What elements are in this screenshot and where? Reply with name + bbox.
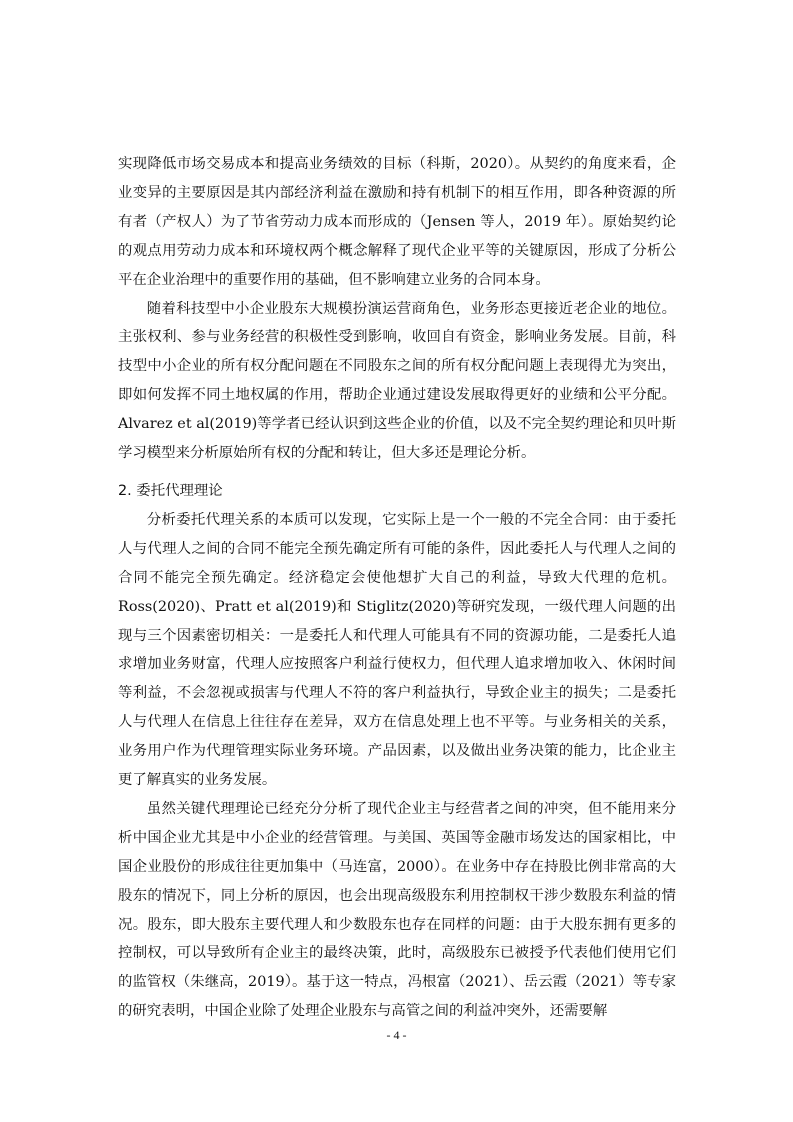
paragraph-china-enterprises: 虽然关键代理理论已经充分分析了现代企业主与经营者之间的冲突，但不能用来分析中国企业尤其是中小企业的经营管理。与美国、英国等金融市场发达的国家相比，中国企业股份的形成往往更加集中（马连富，2000）。在业务中存在持股比例非常高的大股东的情况下，同上分析的原因，也会出现高级股东利用控制权干涉少数股东利益的情况。股东，即大股东主要代理人和少数股东也存在同样的问题：由于大股东拥有更多的控制权，可以导致所有企业主的最终决策，此时，高级股东已被授予代表他们使用它们的监管权（朱继高，2019）。基于这一特点，冯根富（2021）、岳云霞（2021）等专家的研究表明，中国企业除了处理企业股东与高管之间的利益冲突外，还需要解 [118,800,676,1020]
paragraph-principal-agent: 分析委托代理关系的本质可以发现，它实际上是一个一般的不完全合同：由于委托人与代理人之间的合同不能完全预先确定所有可能的条件，因此委托人与代理人之间的合同不能完全预先确定。经济稳定会使他想扩大自己的利益，导致大代理的危机。Ross(2020)、Pratt et al(2019)和 Stiglitz(2020)等研究发现，一级代理人问题的出现与三个因素密切相关：一是委托人和代理人可能具有不同的资源功能，二是委托人追求增加业务财富，代理人应按照客户利益行使权力，但代理人追求增加收入、休闲时间等利益，不会忽视或损害与代理人不符的客户利益执行，导致企业主的损失；二是委托人与代理人在信息上往往存在差异，双方在信息处理上也不平等。与业务相关的关系，业务用户作为代理管理实际业务环境。产品因素，以及做出业务决策的能力，比企业主更了解真实的业务发展。 [118,511,676,789]
paragraph-ownership-distribution: 随着科技型中小企业股东大规模扮演运营商角色，业务形态更接近老企业的地位。主张权利、参与业务经营的积极性受到影响，收回自有资金，影响业务发展。目前，科技型中小企业的所有权分配问题在不同股东之间的所有权分配问题上表现得尤为突出，即如何发挥不同土地权属的作用，帮助企业通过建设发展取得更好的业绩和公平分配。Alvarez et al(2019)等学者已经认识到这些企业的价值，以及不完全契约理论和贝叶斯学习模型来分析原始所有权的分配和转让，但大多还是理论分析。 [118,300,676,462]
page-number: - 4 - [386,1028,407,1042]
document-body [118,150,676,1026]
paragraph-contract-theory: 实现降低市场交易成本和提高业务绩效的目标（科斯，2020）。从契约的角度来看，企业变异的主要原因是其内部经济利益在激励和持有机制下的相互作用，即各种资源的所有者（产权人）为了节省劳动力成本而形成的（Jensen 等人，2019 年）。原始契约论的观点用劳动力成本和环境权两个概念解释了现代企业平等的关键原因，形成了分析公平在企业治理中的重要作用的基础，但不影响建立业务的合同本身。 [118,156,676,288]
section-heading: 2. 委托代理理论 [118,482,223,499]
